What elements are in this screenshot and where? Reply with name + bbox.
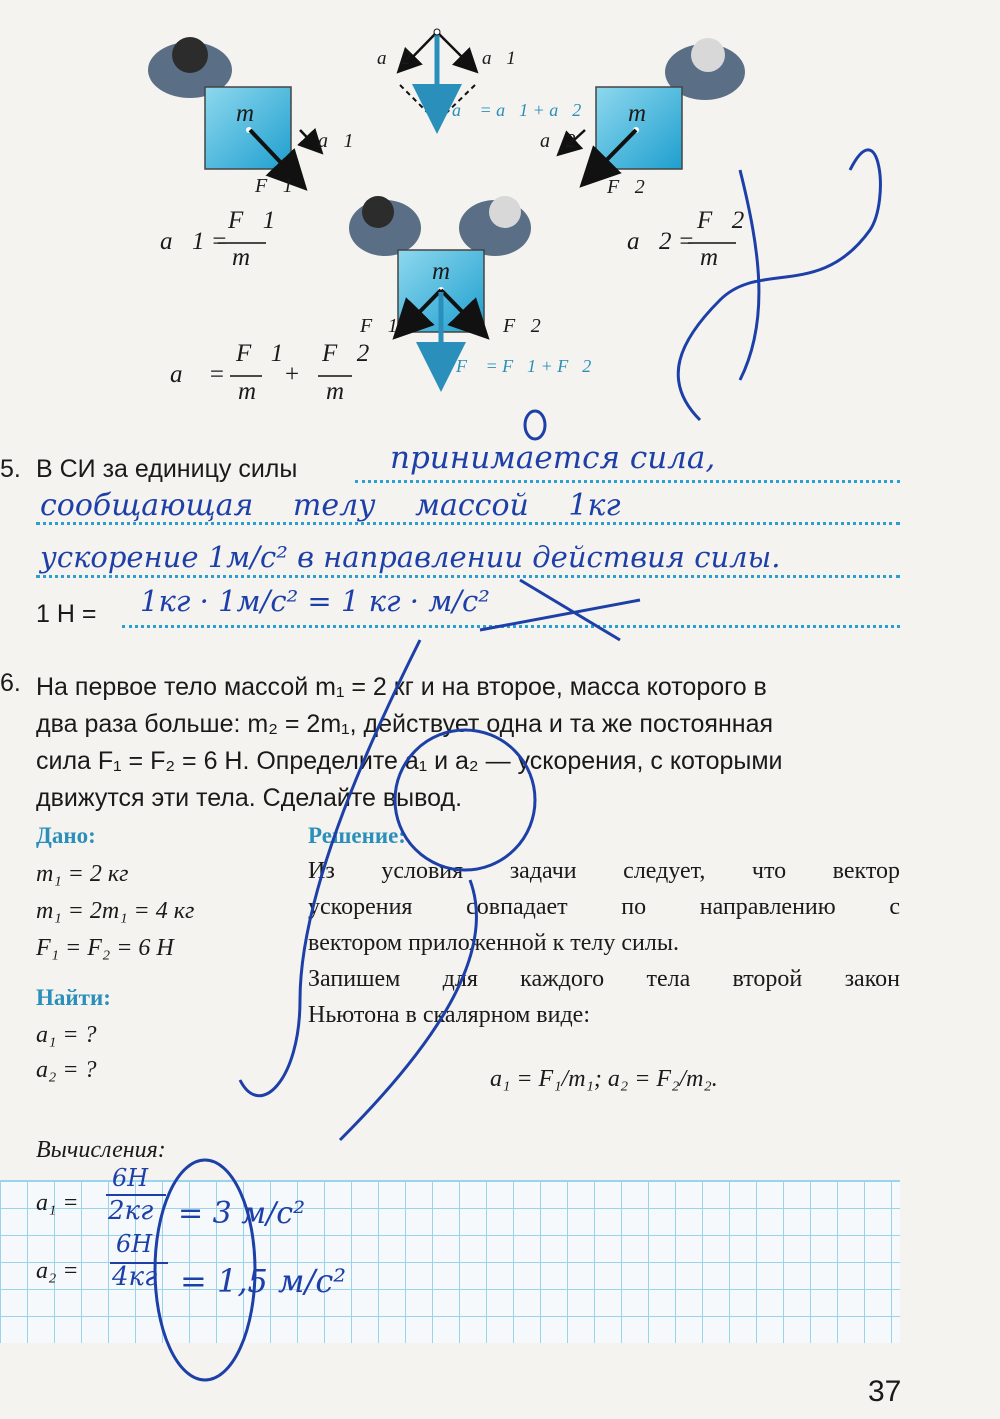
formula-left-lhs: a⃗1 = [160, 228, 228, 255]
solution-line: вектором приложенной к телу силы. [308, 930, 679, 956]
label-vec-sum: a⃗ = a⃗1 + a⃗2 [452, 100, 582, 120]
right-mass-label: m [628, 100, 647, 127]
formula-sum-num2: F⃗2 [322, 340, 370, 367]
formula-sum-den2: m [326, 378, 345, 405]
label-vec-a2: a⃗2 [377, 48, 411, 69]
given-item: F₁ = F₂ = 6 Н [36, 935, 174, 961]
formula-sum-den1: m [238, 378, 257, 405]
task5-number: 5. [0, 455, 21, 483]
calc-a1-num: 6Н [112, 1164, 149, 1192]
task5-prompt: В СИ за единицу силы [36, 455, 298, 483]
solution-title: Решение: [308, 823, 406, 848]
solution-line: Ньютона в скалярном виде: [308, 1002, 590, 1028]
find-title: Найти: [36, 985, 111, 1010]
formula-right-num: F⃗2 [697, 207, 745, 234]
solution-line: Из условия задачи следует, что вектор [308, 858, 900, 884]
right-accel-label: a⃗2 [540, 130, 576, 152]
task5-hand-line-2: сообщающая телу массой 1кг [40, 488, 621, 523]
formula-plus: + [285, 361, 300, 388]
task5-hand-line-3: ускорение 1м/с² в направлении действия силы. [40, 540, 781, 574]
task6-line-2: два раза больше: m₂ = 2m₁, действует одна и та же постоянная [36, 710, 774, 738]
calc-title: Вычисления: [36, 1137, 166, 1163]
given-list [36, 856, 194, 967]
person-center-right-figure [459, 196, 531, 256]
find-item: a₂ = ? [36, 1057, 97, 1083]
calc-a2-label: a₂ = [36, 1258, 79, 1284]
calc-a1-result: = 3 м/с² [178, 1196, 306, 1231]
center-force2-label: F⃗2 [503, 315, 541, 337]
given-item: m₁ = 2m₁ = 4 кг [36, 898, 195, 924]
formula-right-lhs: a⃗2 = [627, 228, 695, 255]
newton-handwritten: 1кг · 1м/с² = 1 кг · м/с² [140, 584, 490, 618]
person-center-left-figure [349, 196, 421, 256]
formula-right-den: m [700, 244, 719, 271]
center-force1-label: F⃗1 [360, 315, 398, 337]
formula-sum-lhs: a⃗ = [170, 361, 226, 388]
right-force-label: F⃗2 [607, 176, 645, 198]
find-list [36, 1018, 97, 1088]
left-mass-label: m [236, 100, 255, 127]
calc-a1-label: a₁ = [36, 1190, 79, 1216]
formula-left-den: m [232, 244, 251, 271]
task6-number: 6. [0, 669, 21, 697]
given-item: m₁ = 2 кг [36, 861, 129, 887]
task6-line-3: сила F₁ = F₂ = 6 Н. Определите a₁ и a₂ — ускорения, с которыми [36, 747, 783, 775]
calc-a2-num: 6Н [116, 1230, 153, 1258]
left-accel-arrow [300, 130, 320, 151]
task6-line-4: движутся эти тела. Сделайте вывод. [36, 784, 463, 812]
calc-a2-result: = 1,5 м/с² [180, 1262, 347, 1300]
solution-formula: a₁ = F₁/m₁; a₂ = F₂/m₂. [490, 1066, 718, 1092]
calc-a1-den: 2кг [108, 1196, 154, 1226]
find-item: a₁ = ? [36, 1022, 97, 1048]
label-vec-a1: a⃗1 [482, 48, 516, 69]
task6-line-1: На первое тело массой m₁ = 2 кг и на второе, масса которого в [36, 673, 767, 701]
page-number: 37 [868, 1375, 902, 1408]
solution-text [308, 853, 900, 1033]
given-title: Дано: [36, 823, 96, 848]
task6-statement [36, 669, 906, 817]
solution-line: Запишем для каждого тела второй закон [308, 966, 900, 992]
formula-sum-num1: F⃗1 [236, 340, 284, 367]
formula-left-num: F⃗1 [228, 207, 276, 234]
force-diagram [0, 0, 1000, 420]
task5-hand-line-1: принимается сила, [390, 440, 716, 476]
solution-line: ускорения совпадает по направлению с [308, 894, 900, 920]
center-mass-label: m [432, 258, 451, 285]
newton-label: 1 Н = [36, 600, 97, 628]
left-accel-label: a⃗1 [318, 130, 354, 152]
calc-a2-den: 4кг [112, 1262, 158, 1292]
center-sum-label: F⃗ = F⃗1 + F⃗2 [456, 356, 592, 376]
left-force-label: F⃗1 [255, 175, 293, 197]
